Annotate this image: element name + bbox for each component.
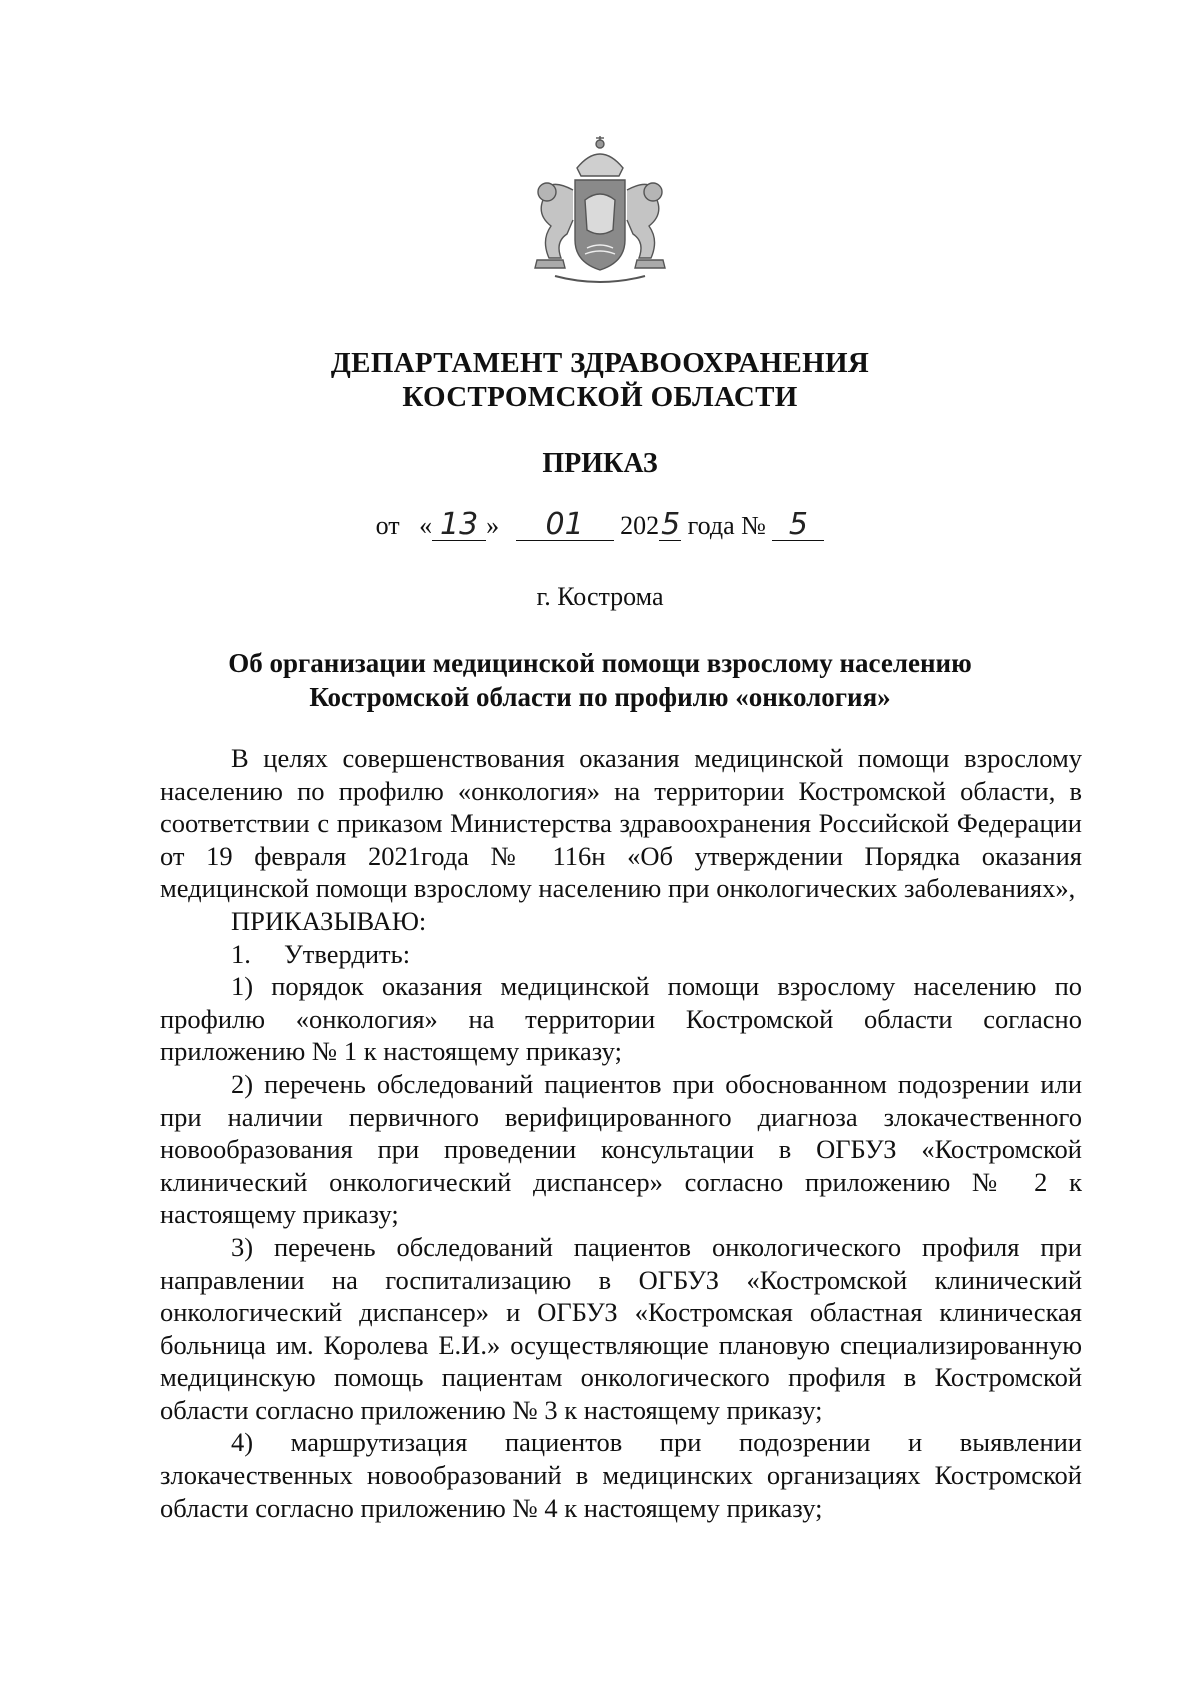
department-line-2: КОСТРОМСКОЙ ОБЛАСТИ [402, 381, 798, 413]
coat-of-arms-emblem [515, 130, 685, 295]
handwritten-order-number: 5 [772, 510, 824, 541]
subitem-4: 4) маршрутизация пациентов при подозрении и выявлении злокачественных новообразований в медицинских организациях Костромской области согласно приложению № 4 к настоящему приказу; [160, 1427, 1082, 1523]
document-type-heading: ПРИКАЗ [542, 448, 658, 479]
subitem-1: 1) порядок оказания медицинской помощи взрослому населению по профилю «онкология» на территории Костромской области согласно приложению № 1 к настоящему приказу; [160, 971, 1082, 1067]
handwritten-year-digit: 5 [661, 507, 681, 542]
order-body [160, 742, 1082, 1524]
open-quote: « [419, 511, 433, 540]
subject-line-2: Костромской области по профилю «онкология» [309, 682, 891, 712]
preamble-paragraph: В целях совершенствования оказания медицинской помощи взрослому населению по профилю «онкология» на территории Костромской области, в соответствии с приказом Министерства здравоохранения Российской Федерации от 19 февраля 2021года № 116н «Об утверждении Порядка оказания медицинской помощи взрослому населению при онкологических заболеваниях», [160, 743, 1082, 904]
date-number-line [0, 507, 1200, 542]
item-1-approve: 1. Утвердить: [231, 938, 411, 969]
department-name [0, 346, 1200, 414]
handwritten-day: 13 [432, 510, 486, 541]
order-subject [0, 646, 1200, 714]
subitem-3: 3) перечень обследований пациентов онкологического профиля при направлении на госпитализацию в ОГБУЗ «Костромской клинический онкологический диспансер» и ОГБУЗ «Костромская областная клиническая больница им. Королева Е.И.» осуществляющие плановую специализированную медицинскую помощь пациентам онкологического профиля в Костромской области согласно приложению № 3 к настоящему приказу; [160, 1231, 1082, 1425]
date-prefix: от [375, 511, 400, 540]
city-name: г. Кострома [536, 582, 664, 611]
year-prefix: 202 [620, 511, 660, 540]
handwritten-month: 01 [516, 510, 614, 541]
subitem-2: 2) перечень обследований пациентов при обоснованном подозрении или при наличии первичного верифицированного диагноза злокачественного новообразования при проведении консультации в ОГБУЗ «Костромской клинический онкологический диспансер» согласно приложению № 2 к настоящему приказу; [160, 1068, 1082, 1230]
year-suffix-number-label: года № [687, 511, 766, 540]
department-line-1: ДЕПАРТАМЕНТ ЗДРАВООХРАНЕНИЯ [330, 347, 870, 379]
subject-line-1: Об организации медицинской помощи взрослому населению [228, 648, 972, 678]
close-quote: » [486, 511, 500, 540]
decree-word: ПРИКАЗЫВАЮ: [231, 905, 427, 936]
